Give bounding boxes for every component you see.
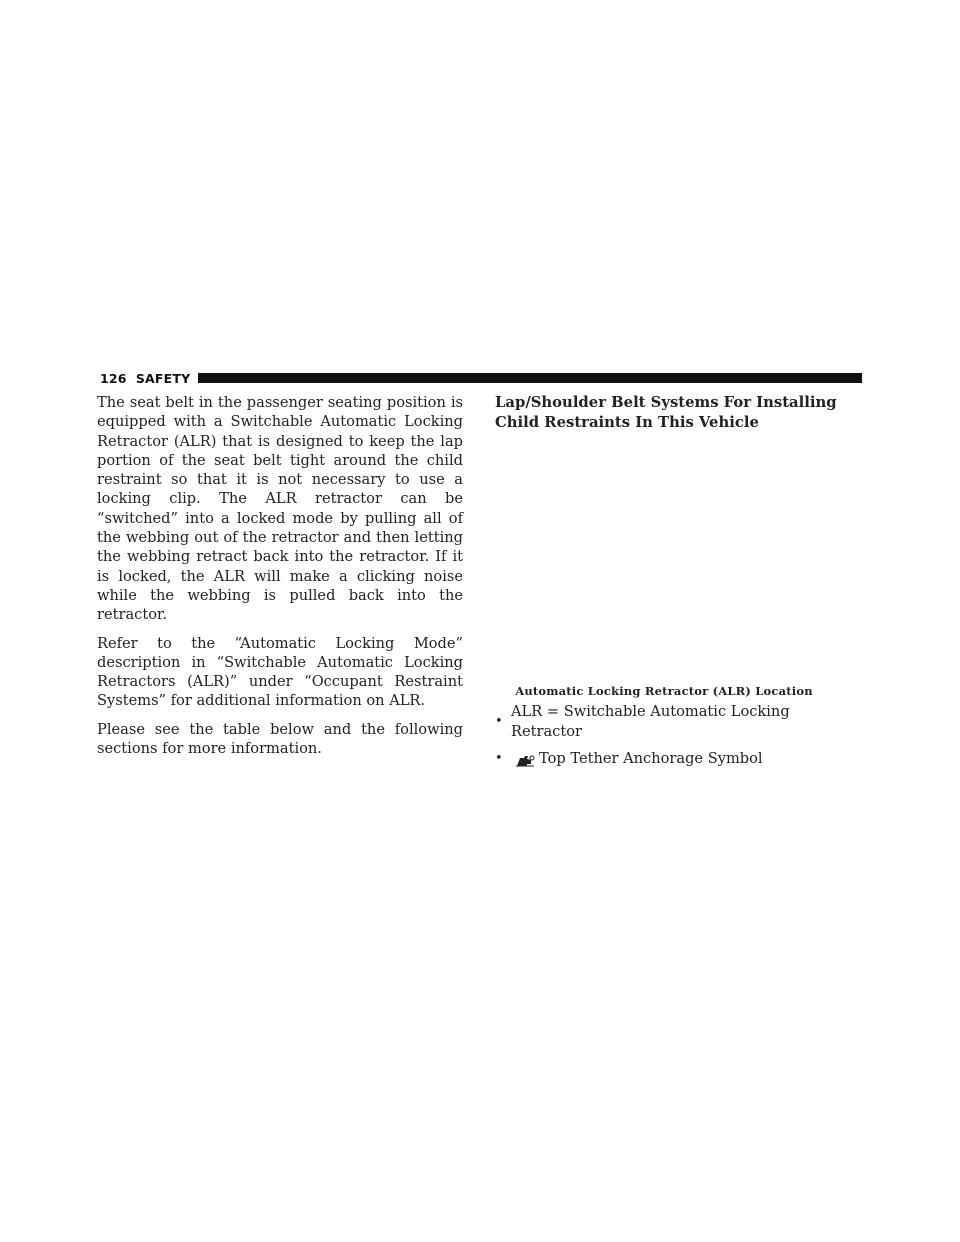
page-number: 126 xyxy=(100,370,127,386)
figure-area xyxy=(495,432,865,684)
left-column xyxy=(97,393,463,767)
figure-caption: Automatic Locking Retractor (ALR) Location xyxy=(515,684,813,698)
right-column xyxy=(495,393,865,776)
bullet-icon: • xyxy=(495,751,503,766)
page-header xyxy=(100,370,862,386)
section-name: SAFETY xyxy=(135,370,191,386)
bullet-text-tether: Top Tether Anchorage Symbol xyxy=(539,750,763,767)
bullet-list xyxy=(495,702,865,769)
top-tether-anchorage-icon xyxy=(515,753,535,765)
list-item xyxy=(495,749,865,769)
paragraph-table-reference: Please see the table below and the following sections for more information. xyxy=(97,720,463,758)
paragraph-refer: Refer to the “Automatic Locking Mode” description in “Switchable Automatic Locking Retractors (ALR)” under “Occupant Restraint Systems” for additional information on ALR. xyxy=(97,634,463,710)
page-header-label xyxy=(100,371,190,386)
bullet-icon: • xyxy=(495,714,503,729)
header-rule xyxy=(198,373,862,383)
list-item xyxy=(495,702,865,742)
section-heading: Lap/Shoulder Belt Systems For Installing Child Restraints In This Vehicle xyxy=(495,394,837,431)
paragraph-alr-description: The seat belt in the passenger seating position is equipped with a Switchable Automatic Locking Retractor (ALR) that is designed to keep the lap portion of the seat belt tight around the child restraint so that it is not necessary to use a locking clip. The ALR retractor can be “switched” into a locked mode by pulling all of the webbing out of the retractor and then letting the webbing retract back into the retractor. If it is locked, the ALR will make a clicking noise while the webbing is pulled back into the retractor. xyxy=(97,394,463,624)
bullet-text-alr: ALR = Switchable Automatic Locking Retractor xyxy=(510,703,790,740)
